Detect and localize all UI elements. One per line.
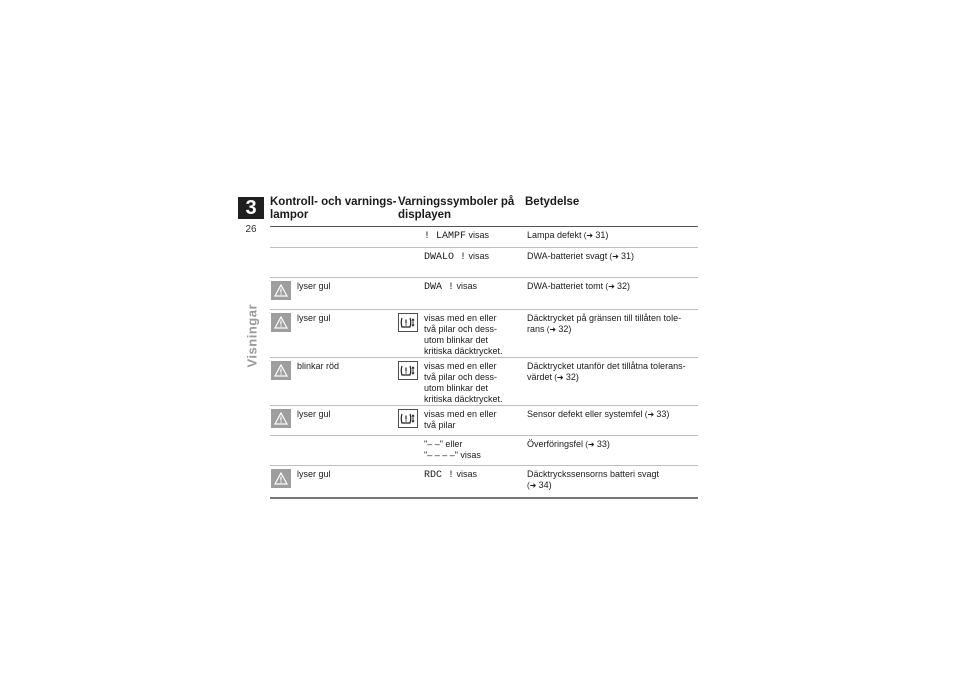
tire-pressure-icon bbox=[398, 361, 418, 380]
lamp-status bbox=[296, 227, 398, 247]
table-row bbox=[270, 466, 698, 499]
warning-triangle-icon bbox=[271, 469, 291, 488]
meaning-cell bbox=[525, 227, 698, 247]
chapter-side-label: Visningar bbox=[244, 303, 260, 368]
warning-table bbox=[270, 196, 698, 499]
page-number: 26 bbox=[245, 224, 257, 235]
lamp-status: lyser gul bbox=[297, 469, 331, 479]
table-row bbox=[270, 278, 698, 310]
table-row bbox=[270, 248, 698, 278]
display-suffix: visas bbox=[466, 230, 490, 240]
meaning-text: Överföringsfel bbox=[527, 439, 584, 449]
table-row bbox=[270, 227, 698, 248]
display-suffix: visas bbox=[454, 469, 478, 479]
table-row bbox=[270, 436, 698, 466]
symbol-icon-cell bbox=[398, 406, 424, 435]
warning-cell bbox=[270, 278, 296, 309]
meaning-cell bbox=[525, 358, 698, 405]
warning-cell bbox=[270, 436, 296, 465]
display-symbol bbox=[424, 358, 525, 405]
display-symbol bbox=[424, 436, 525, 465]
meaning-cell bbox=[525, 406, 698, 435]
warning-triangle-icon bbox=[271, 409, 291, 428]
table-row bbox=[270, 358, 698, 406]
reference-close: ) bbox=[568, 324, 572, 334]
lamp-status: lyser gul bbox=[297, 313, 331, 323]
symbol-icon-cell bbox=[398, 278, 424, 309]
lamp-status bbox=[296, 436, 398, 465]
warning-cell bbox=[270, 406, 296, 435]
display-suffix: visas bbox=[466, 251, 490, 261]
display-symbol bbox=[424, 248, 525, 277]
warning-triangle-icon bbox=[271, 313, 291, 332]
arrow-right-icon: (➜ bbox=[581, 231, 596, 240]
table-row bbox=[270, 406, 698, 436]
arrow-right-icon: (➜ bbox=[552, 373, 566, 382]
table-row bbox=[270, 310, 698, 358]
meaning-text: Sensor defekt eller systemfel bbox=[527, 409, 643, 419]
symbol-icon-cell bbox=[398, 436, 424, 465]
meaning-cell bbox=[525, 310, 698, 357]
table-header bbox=[270, 196, 698, 227]
display-description: visas med en eller två pilar och dess- utom blinkar det kritiska däcktrycket. bbox=[424, 313, 503, 356]
reference-close: ) bbox=[548, 480, 552, 490]
warning-cell bbox=[270, 227, 296, 247]
display-description: "– –" eller "– – – –" visas bbox=[424, 439, 481, 460]
warning-cell bbox=[270, 248, 296, 277]
header-lamps: Kontroll- och varnings- lampor bbox=[270, 196, 397, 221]
page-reference[interactable]: 32 bbox=[558, 324, 569, 334]
lamp-status: lyser gul bbox=[297, 409, 331, 419]
meaning-text: DWA-batteriet svagt bbox=[527, 251, 608, 261]
display-text: RDC ! bbox=[424, 470, 455, 481]
header-meaning: Betydelse bbox=[525, 196, 580, 208]
meaning-cell bbox=[525, 248, 698, 277]
page-reference[interactable]: 34 bbox=[538, 480, 549, 490]
display-text: DWA ! bbox=[424, 282, 455, 293]
meaning-cell bbox=[525, 466, 698, 497]
warning-triangle-icon bbox=[271, 281, 291, 300]
display-symbol bbox=[424, 310, 525, 357]
chapter-number: 3 bbox=[238, 197, 264, 219]
arrow-right-icon: (➜ bbox=[607, 252, 622, 261]
display-symbol bbox=[424, 466, 525, 497]
meaning-text: Däcktrycket på gränsen till tillåten tole- rans bbox=[527, 313, 682, 334]
lamp-status: blinkar röd bbox=[297, 361, 340, 371]
page-reference[interactable]: 31 bbox=[595, 230, 606, 240]
arrow-right-icon: (➜ bbox=[642, 410, 657, 419]
page-reference[interactable]: 32 bbox=[565, 372, 576, 382]
meaning-text: Däcktryckssensorns batteri svagt bbox=[527, 469, 660, 479]
reference-close: ) bbox=[605, 230, 609, 240]
page-reference[interactable]: 33 bbox=[596, 439, 607, 449]
tire-pressure-icon bbox=[398, 313, 418, 332]
warning-cell bbox=[270, 466, 296, 497]
display-text: ! LAMPF bbox=[424, 231, 467, 242]
display-symbol bbox=[424, 227, 525, 247]
arrow-right-icon: (➜ bbox=[583, 440, 597, 449]
reference-close: ) bbox=[606, 439, 610, 449]
meaning-cell bbox=[525, 278, 698, 309]
reference-close: ) bbox=[575, 372, 579, 382]
meaning-text: Däcktrycket utanför det tillåtna tolerans- värdet bbox=[527, 361, 686, 382]
display-suffix: visas bbox=[454, 281, 478, 291]
lamp-status: lyser gul bbox=[297, 281, 331, 291]
arrow-right-icon: (➜ bbox=[544, 325, 559, 334]
header-symbols: Varningssymboler på displayen bbox=[398, 196, 515, 221]
symbol-icon-cell bbox=[398, 248, 424, 277]
lamp-status bbox=[296, 248, 398, 277]
arrow-right-icon: (➜ bbox=[603, 282, 617, 291]
symbol-icon-cell bbox=[398, 227, 424, 247]
reference-close: ) bbox=[627, 281, 631, 291]
warning-cell bbox=[270, 358, 296, 405]
meaning-cell bbox=[525, 436, 698, 465]
symbol-icon-cell bbox=[398, 310, 424, 357]
display-symbol bbox=[424, 278, 525, 309]
display-text: DWALO ! bbox=[424, 252, 467, 263]
display-description: visas med en eller två pilar och dess- utom blinkar det kritiska däcktrycket. bbox=[424, 361, 503, 404]
tire-pressure-icon bbox=[398, 409, 418, 428]
warning-triangle-icon bbox=[271, 361, 291, 380]
page-reference[interactable]: 31 bbox=[621, 251, 632, 261]
warning-cell bbox=[270, 310, 296, 357]
meaning-text: DWA-batteriet tomt bbox=[527, 281, 604, 291]
table-body bbox=[270, 227, 698, 499]
display-description: visas med en eller två pilar bbox=[424, 409, 497, 430]
arrow-right-icon: (➜ bbox=[527, 481, 539, 490]
page-reference[interactable]: 33 bbox=[656, 409, 667, 419]
reference-close: ) bbox=[666, 409, 670, 419]
page-reference[interactable]: 32 bbox=[617, 281, 628, 291]
display-symbol bbox=[424, 406, 525, 435]
meaning-text: Lampa defekt bbox=[527, 230, 582, 240]
reference-close: ) bbox=[631, 251, 635, 261]
symbol-icon-cell bbox=[398, 358, 424, 405]
symbol-icon-cell bbox=[398, 466, 424, 497]
